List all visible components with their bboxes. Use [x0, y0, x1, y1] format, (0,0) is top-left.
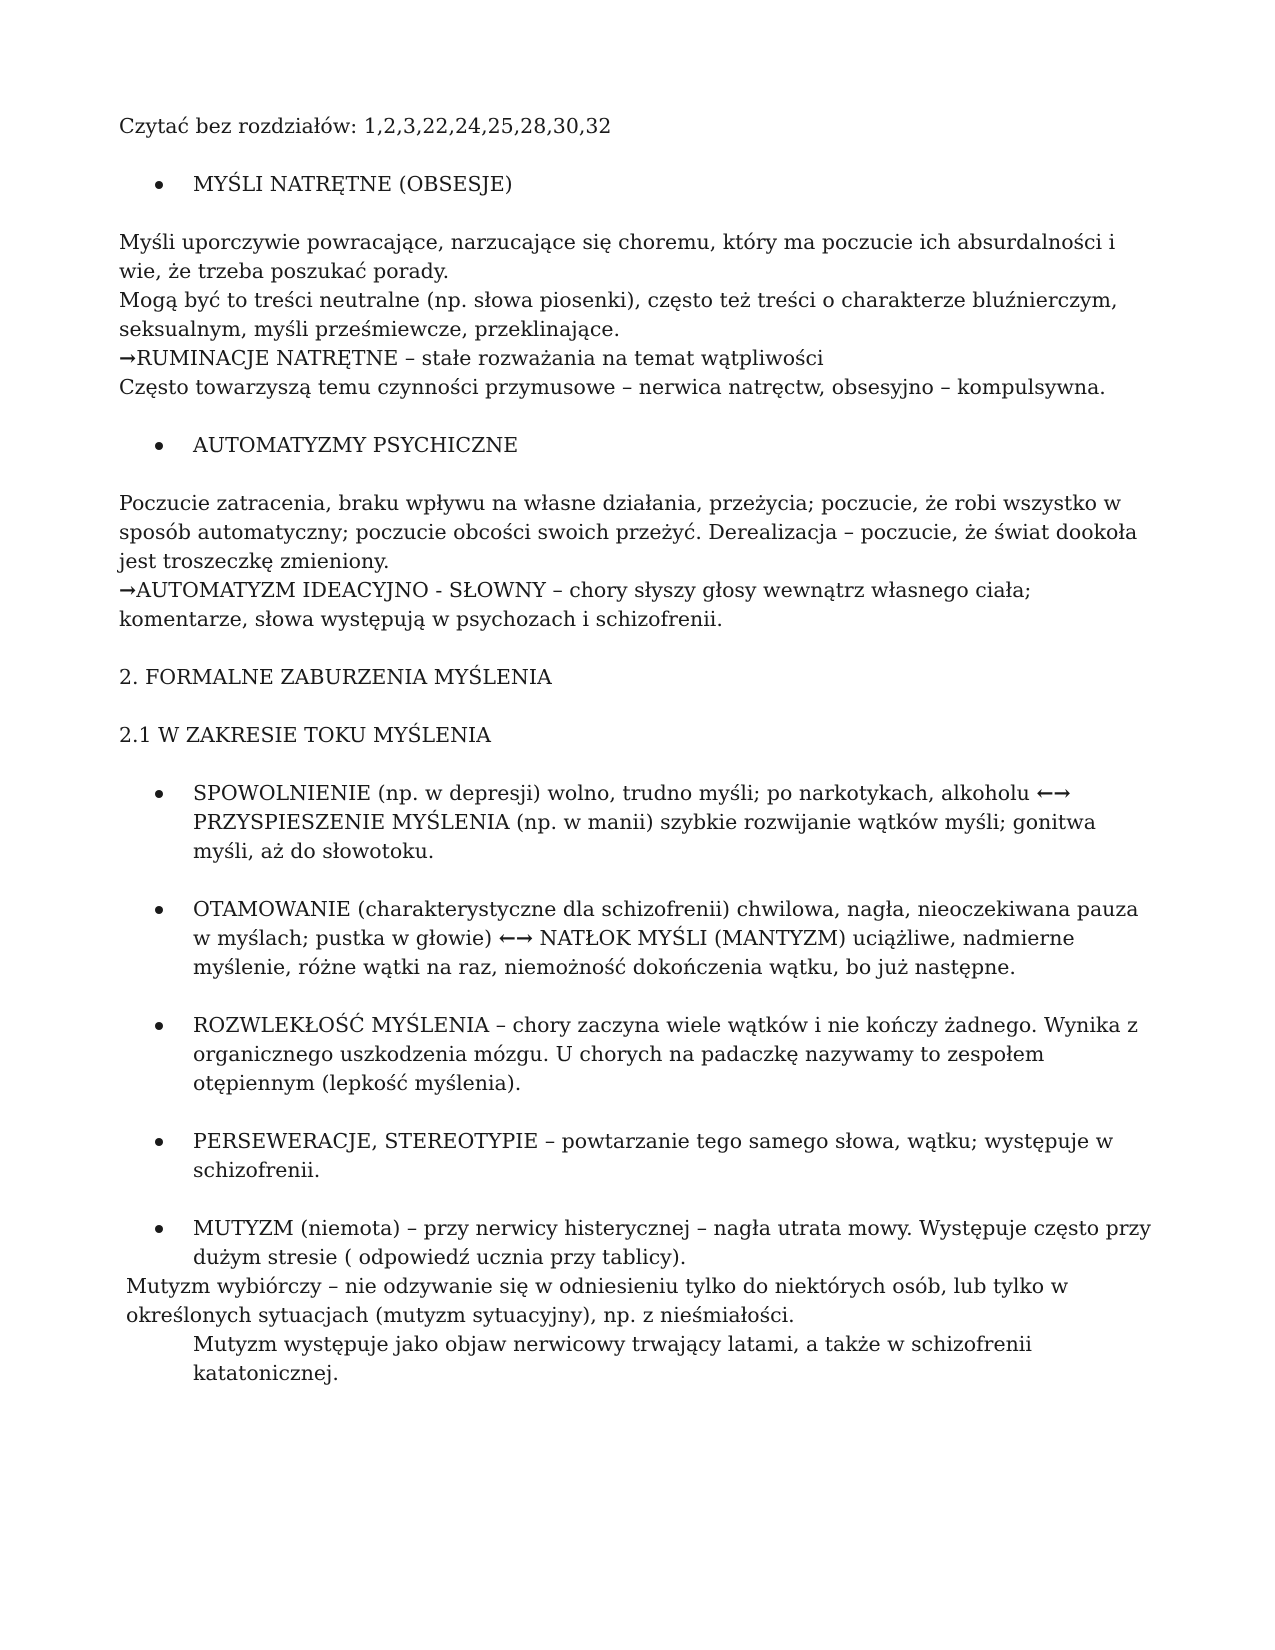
paragraph-automatyzmy-definition: Poczucie zatracenia, braku wpływu na własne działania, przeżycia; poczucie, że robi wszystko w sposób automatyczny; poczucie obcości swoich przeżyć. Derealizacja – poczucie, że świat dookoła jest troszeczkę zmieniony. — [119, 491, 1138, 573]
bullet-icon — [155, 1225, 163, 1233]
heading-tok-myslenia: 2.1 W ZAKRESIE TOKU MYŚLENIA — [119, 723, 491, 747]
bullet-icon — [155, 1138, 163, 1146]
bidirectional-arrow-icon: ←→ — [498, 926, 534, 950]
list-item-otamowanie — [119, 895, 1159, 982]
right-arrow-icon: → — [119, 578, 137, 602]
spowolnienie-text: SPOWOLNIENIE (np. w depresji) wolno, trudno myśli; po narkotykach, alkoholu — [193, 781, 1037, 805]
automatyzm-text: AUTOMATYZM IDEACYJNO - SŁOWNY – chory słyszy głosy wewnątrz własnego ciała; komentarze, słowa występują w psychozach i schizofrenii. — [119, 578, 1032, 631]
bullet-heading-obsesje — [119, 170, 1159, 199]
ruminacje-text: RUMINACJE NATRĘTNE – stałe rozważania na temat wątpliwości — [136, 346, 824, 370]
paragraph-obsesje-definition: Myśli uporczywie powracające, narzucające się choremu, który ma poczucie ich absurdalności i wie, że trzeba poszukać porady. — [119, 230, 1116, 283]
paragraph-mutyzm-wybiorczy: Mutyzm wybiórczy – nie odzywanie się w odniesieniu tylko do niektórych osób, lub tylko w określonych sytuacjach (mutyzm sytuacyjny), np. z nieśmiałości. — [126, 1274, 1069, 1327]
mutyzm-text: MUTYZM (niemota) – przy nerwicy histerycznej – nagła utrata mowy. Występuje często przy dużym stresie ( odpowiedź ucznia przy tablicy). — [193, 1216, 1151, 1269]
document-page — [119, 112, 1159, 1388]
list-item-spowolnienie — [119, 779, 1159, 866]
bidirectional-arrow-icon: ←→ — [1036, 781, 1071, 805]
bullet-icon — [155, 906, 163, 914]
list-item-mutyzm — [119, 1214, 1159, 1272]
perseweracje-text: PERSEWERACJE, STEREOTYPIE – powtarzanie tego samego słowa, wątku; występuje w schizofrenii. — [193, 1129, 1114, 1182]
natlok-text: NATŁOK MYŚLI (MANTYZM) uciążliwe, nadmierne myślenie, różne wątki na raz, niemożność dokończenia wątku, bo już następne. — [193, 926, 1075, 979]
paragraph-obsesje-content: Mogą być to treści neutralne (np. słowa piosenki), często też treści o charakterze bluźnierczym, seksualnym, myśli prześmiewcze, przeklinające. — [119, 288, 1118, 341]
bullet-icon — [155, 790, 163, 798]
intro-line: Czytać bez rozdziałów: 1,2,3,22,24,25,28,30,32 — [119, 114, 612, 138]
list-item-rozwleklosc — [119, 1011, 1159, 1098]
bullet-icon — [155, 1022, 163, 1030]
heading-obsesje: MYŚLI NATRĘTNE (OBSESJE) — [193, 172, 513, 196]
paragraph-czynnosci: Często towarzyszą temu czynności przymusowe – nerwica natręctw, obsesyjno – kompulsywna. — [119, 375, 1106, 399]
bullet-icon — [155, 442, 163, 450]
bullet-icon — [155, 181, 163, 189]
otamowanie-text: OTAMOWANIE (charakterystyczne dla schizofrenii) chwilowa, nagła, nieoczekiwana pauza w myślach; pustka w głowie) — [193, 897, 1139, 950]
list-item-perseweracje — [119, 1127, 1159, 1185]
przyspieszenie-text: PRZYSPIESZENIE MYŚLENIA (np. w manii) szybkie rozwijanie wątków myśli; gonitwa myśli, aż do słowotoku. — [193, 810, 1096, 863]
paragraph-mutyzm-objaw: Mutyzm występuje jako objaw nerwicowy trwający latami, a także w schizofrenii katatonicznej. — [193, 1332, 1032, 1385]
heading-automatyzmy: AUTOMATYZMY PSYCHICZNE — [193, 433, 519, 457]
rozwleklosc-text: ROZWLEKŁOŚĆ MYŚLENIA – chory zaczyna wiele wątków i nie kończy żadnego. Wynika z organicznego uszkodzenia mózgu. U chorych na padaczkę nazywamy to zespołem otępiennym (lepkość myślenia). — [193, 1013, 1138, 1095]
paragraph-ruminacje — [119, 344, 1159, 373]
bullet-heading-automatyzmy — [119, 431, 1159, 460]
heading-formalne-zaburzenia: 2. FORMALNE ZABURZENIA MYŚLENIA — [119, 665, 552, 689]
right-arrow-icon: → — [119, 346, 137, 370]
paragraph-automatyzm-ideacyjny — [119, 576, 1159, 634]
